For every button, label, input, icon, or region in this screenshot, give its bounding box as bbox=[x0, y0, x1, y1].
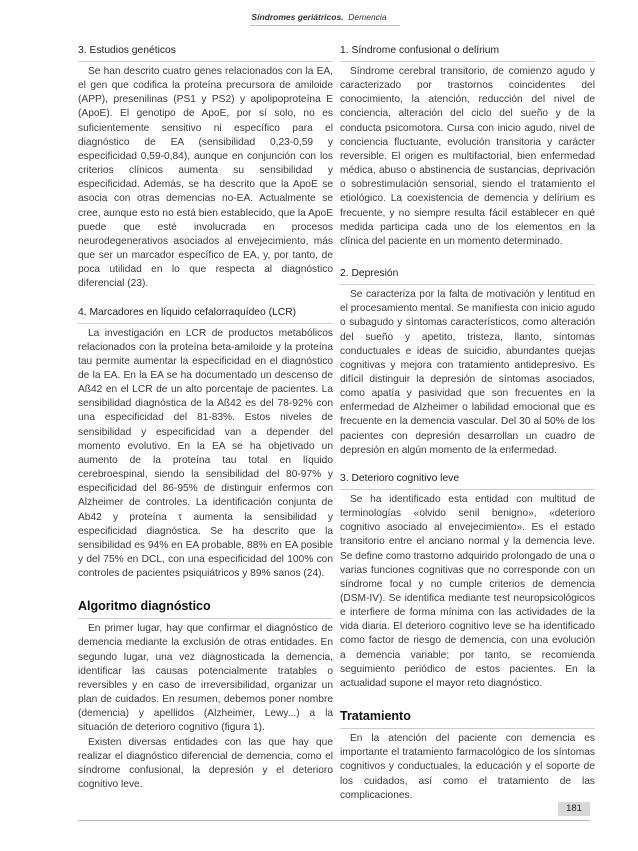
paragraph-treatment: En la atención del paciente con demencia es importante el tratamiento farmacológico de los síntomas cognitivos y conductuales, la educación y el soporte de los cuidados, así como el tratamiento de las complicaciones. bbox=[340, 733, 595, 801]
paragraph-mci: Se ha identificado esta entidad con multitud de terminologías «olvido senil benigno», «deterioro cognitivo asociado al envejecimiento». Es el estado transitorio entre el anciano normal y la demencia leve. Se define como trastorno adquirido prolongado de una o varias funciones cognitivas que no corresponde con un síndrome focal y no cumple criterios de demencia (DSM-IV). Se identifica mediante test neuropsicológicos e interfiere de forma mínima con las actividades de la vida diaria. El deterioro cognitivo leve se ha identificado como factor de riesgo de demencia, con una evolución a demencia variable; por tanto, se recomienda seguimiento periódico de estos pacientes. En la actualidad supone el mayor reto diagnóstico. bbox=[340, 493, 595, 689]
paragraph-genetic: Se han descrito cuatro genes relacionados con la EA, el gen que codifica la proteína precursora de amiloide (APP), presenilinas (PS1 y PS2) y apolipoproteína E (ApoE). El genotipo de ApoE, por sí solo, no es suficientemente sensitivo ni específico para el diagnóstico de EA (sensibilidad 0,23-0,59 y especificidad 0,59-0,84), aunque en conjunción con los criterios clínicos aumenta su sensibilidad y especificidad. Además, se ha descrito que la ApoE se asocia con otras demencias no-EA. Actualmente se cree, aunque esto no está bien establecido, que la ApoE puede que esté involucrada en procesos neurodegenerativos asociados al envejecimiento, más que ser un marcador específico de EA, y, por tanto, de poca utilidad en lo que respecta al diagnóstico diferencial (23). bbox=[78, 66, 333, 290]
section-heading-depression: 2. Depresión bbox=[340, 267, 595, 285]
section-heading-genetic: 3. Estudios genéticos bbox=[78, 44, 333, 62]
left-column bbox=[78, 44, 333, 792]
paragraph-algorithm-1: En primer lugar, hay que confirmar el diagnóstico de demencia mediante la exclusión de otras entidades. En segundo lugar, una vez diagnosticada la demencia, identificar las causas potencialmente tratables o reversibles y en caso de irreversibilidad, organizar un plan de cuidados. En resumen, debemos poner nombre (demencia) y apellidos (Alzheimer, Lewy...) a la situación de deterioro cognitivo (figura 1). bbox=[78, 623, 333, 734]
paragraph-depression: Se caracteriza por la falta de motivación y lentitud en el procesamiento mental. Se manifiesta con inicio agudo o subagudo y síntomas característicos, como alteración del sueño y apetito, tristeza, llanto, síntomas conductuales e ideas de suicidio, abundantes quejas cognitivas y mejora con tratamiento antidepresivo. Es difícil distinguir la depresión de síntomas asociados, como apatía y pasividad que son frecuentes en la enfermedad de Alzheimer o labilidad emocional que es frecuente en la demencia vascular. Del 30 al 50% de los pacientes con depresión desarrollan un cuadro de depresión en algún momento de la enfermedad. bbox=[340, 289, 595, 456]
section-heading-delirium: 1. Síndrome confusional o delírium bbox=[340, 44, 595, 62]
running-header bbox=[0, 12, 638, 22]
section-heading-treatment: Tratamiento bbox=[340, 709, 595, 729]
right-column bbox=[340, 44, 595, 803]
footer-rule bbox=[78, 820, 590, 821]
page-number: 181 bbox=[558, 802, 590, 816]
header-section: Síndromes geriátricos. bbox=[251, 12, 344, 22]
header-rule bbox=[250, 25, 400, 26]
header-topic: Demencia bbox=[348, 12, 387, 22]
section-heading-csf: 4. Marcadores en líquido cefalorraquídeo (LCR) bbox=[78, 306, 333, 324]
paragraph-algorithm-2: Existen diversas entidades con las que hay que realizar el diagnóstico diferencial de demencia, como el síndrome confusional, la depresión y el deterioro cognitivo leve. bbox=[78, 736, 333, 791]
section-heading-algorithm: Algoritmo diagnóstico bbox=[78, 599, 333, 619]
paragraph-csf: La investigación en LCR de productos metabólicos relacionados con la proteína beta-amiloide y la proteína tau permite aumentar la especificidad en el diagnóstico de la EA. En la EA se ha documentado un descenso de Aß42 en el LCR de un alto porcentaje de pacientes. La sensibilidad diagnóstica de la Aß42 es del 78-92% con una especificidad del 81-83%. Estos niveles de sensibilidad y especificidad van a depender del momento evolutivo. En la EA se ha objetivado un aumento de la proteína tau total en líquido cerebroespinal, siendo la sensibilidad del 80-97% y especificidad del 86-95% de distinguir enfermos con Alzheimer de controles. La identificación conjunta de Ab42 y proteína τ aumenta la sensibilidad y especificidad diagnóstica. Se ha descrito que la sensibilidad es 94% en EA probable, 88% en EA posible y del 75% en DCL, con una especificidad del 100% con controles de pacientes psiquiátricos y 89% sanos (24). bbox=[78, 327, 333, 580]
section-heading-mci: 3. Deterioro cognitivo leve bbox=[340, 472, 595, 490]
paragraph-delirium: Síndrome cerebral transitorio, de comienzo agudo y caracterizado por trastornos coincidentes del conocimiento, la atención, reducción del nivel de conciencia, alteración del ciclo del sueño y de la conducta psicomotora. Cursa con inicio agudo, nivel de conciencia fluctuante, evolución transitoria y carácter reversible. El origen es multifactorial, bien enfermedad médica, abuso o abstinencia de sustancias, deprivación o sobrestimulación sensorial, siendo el tratamiento el etiológico. La coexistencia de demencia y delírium es frecuente, y no siempre resulta fácil establecer en qué medida participa cada uno de los elementos en la clínica del paciente en un momento determinado. bbox=[340, 66, 595, 247]
